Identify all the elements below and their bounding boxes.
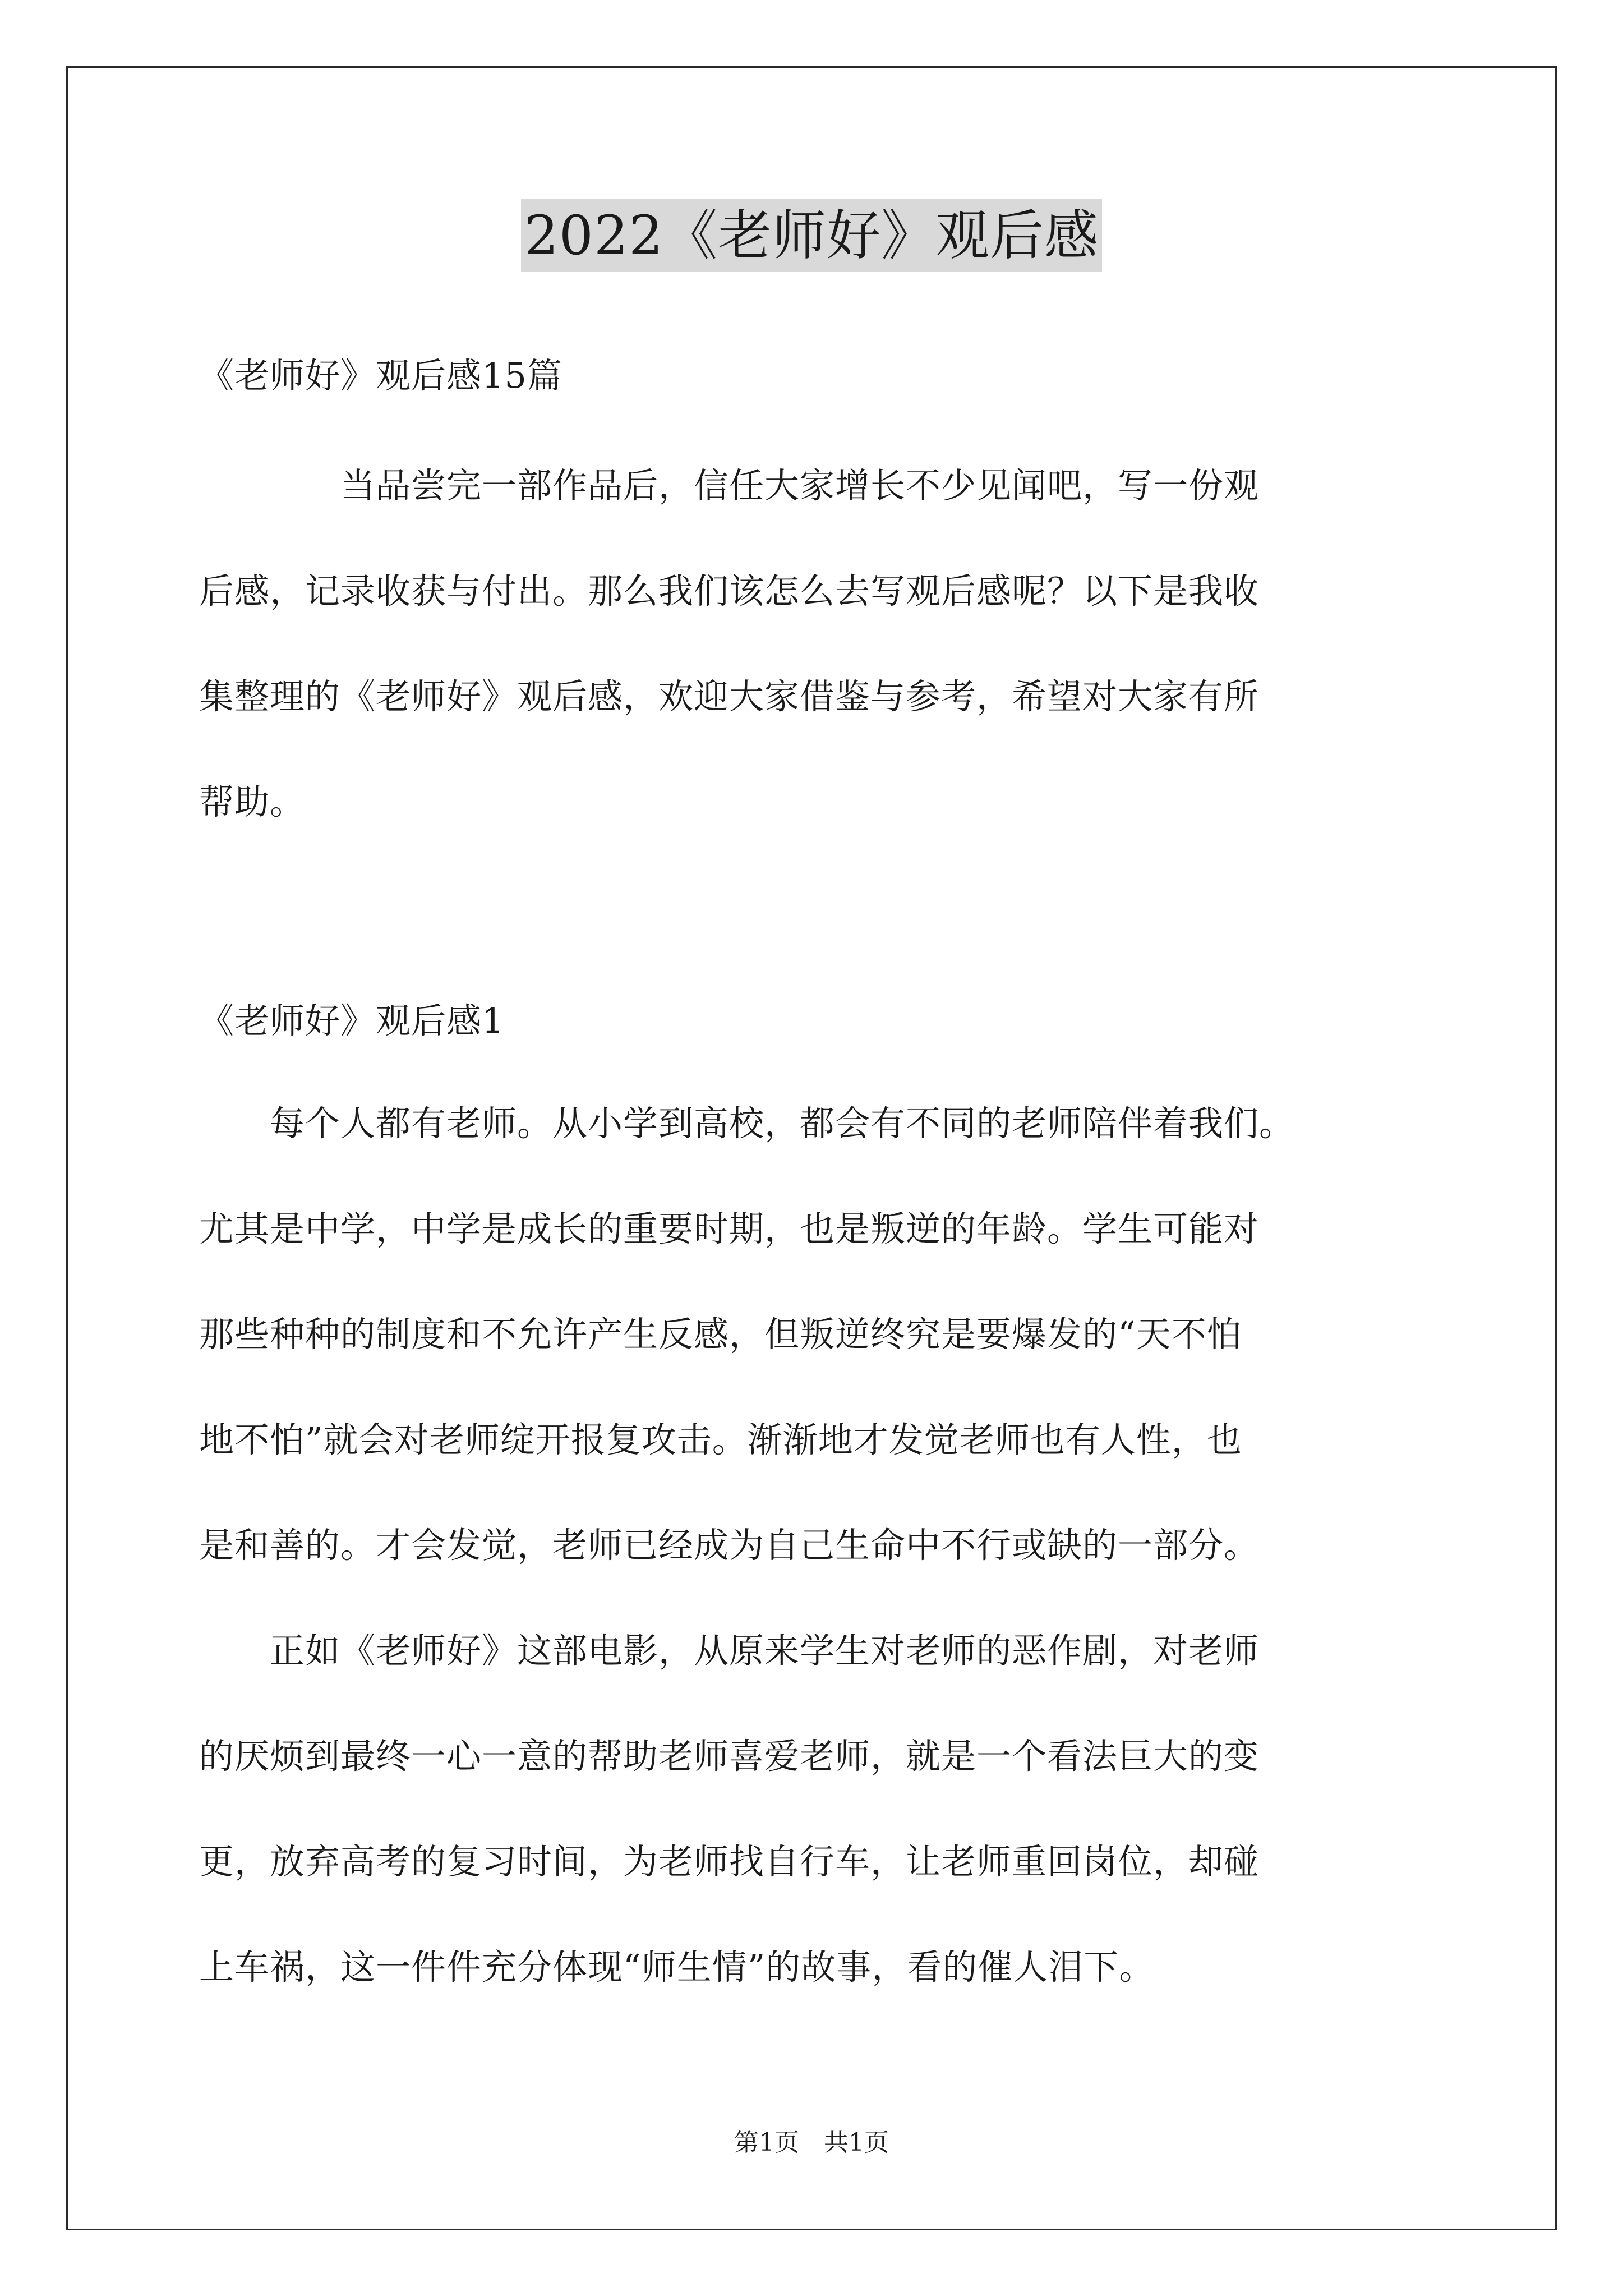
text-line: 当品尝完一部作品后，信任大家增长不少见闻吧，写一份观 [199,465,1260,506]
text-line: 每个人都有老师。从小学到高校，都会有不同的老师陪伴着我们。 [199,1103,1295,1144]
section-heading: 《老师好》观后感15篇 [199,355,562,396]
text-line: 是和善的。才会发觉，老师已经成为自己生命中不行或缺的一部分。 [199,1525,1260,1566]
text-line: 更，放弃高考的复习时间，为老师找自行车，让老师重回岗位，却碰 [199,1841,1260,1882]
document-title: 2022《老师好》观后感 [521,199,1102,272]
section-heading: 《老师好》观后感1 [199,1000,505,1041]
text-line: 上车祸，这一件件充分体现“师生情”的故事，看的催人泪下。 [199,1947,1155,1987]
text-line: 的厌烦到最终一心一意的帮助老师喜爱老师，就是一个看法巨大的变 [199,1736,1260,1777]
text-line: 帮助。 [199,781,306,822]
text-line: 后感，记录收获与付出。那么我们该怎么去写观后感呢？以下是我收 [199,570,1260,611]
text-line: 尤其是中学，中学是成长的重要时期，也是叛逆的年龄。学生可能对 [199,1208,1260,1249]
title-container [0,199,1623,272]
text-line: 地不怕”就会对老师绽开报复攻击。渐渐地才发觉老师也有人性，也 [199,1419,1242,1460]
text-line: 集整理的《老师好》观后感，欢迎大家借鉴与参考，希望对大家有所 [199,676,1260,717]
page-footer: 第1页 共1页 [734,2128,889,2157]
text-line: 那些种种的制度和不允许产生反感，但叛逆终究是要爆发的“天不怕 [199,1314,1242,1355]
text-line: 正如《老师好》这部电影，从原来学生对老师的恶作剧，对老师 [199,1630,1260,1671]
